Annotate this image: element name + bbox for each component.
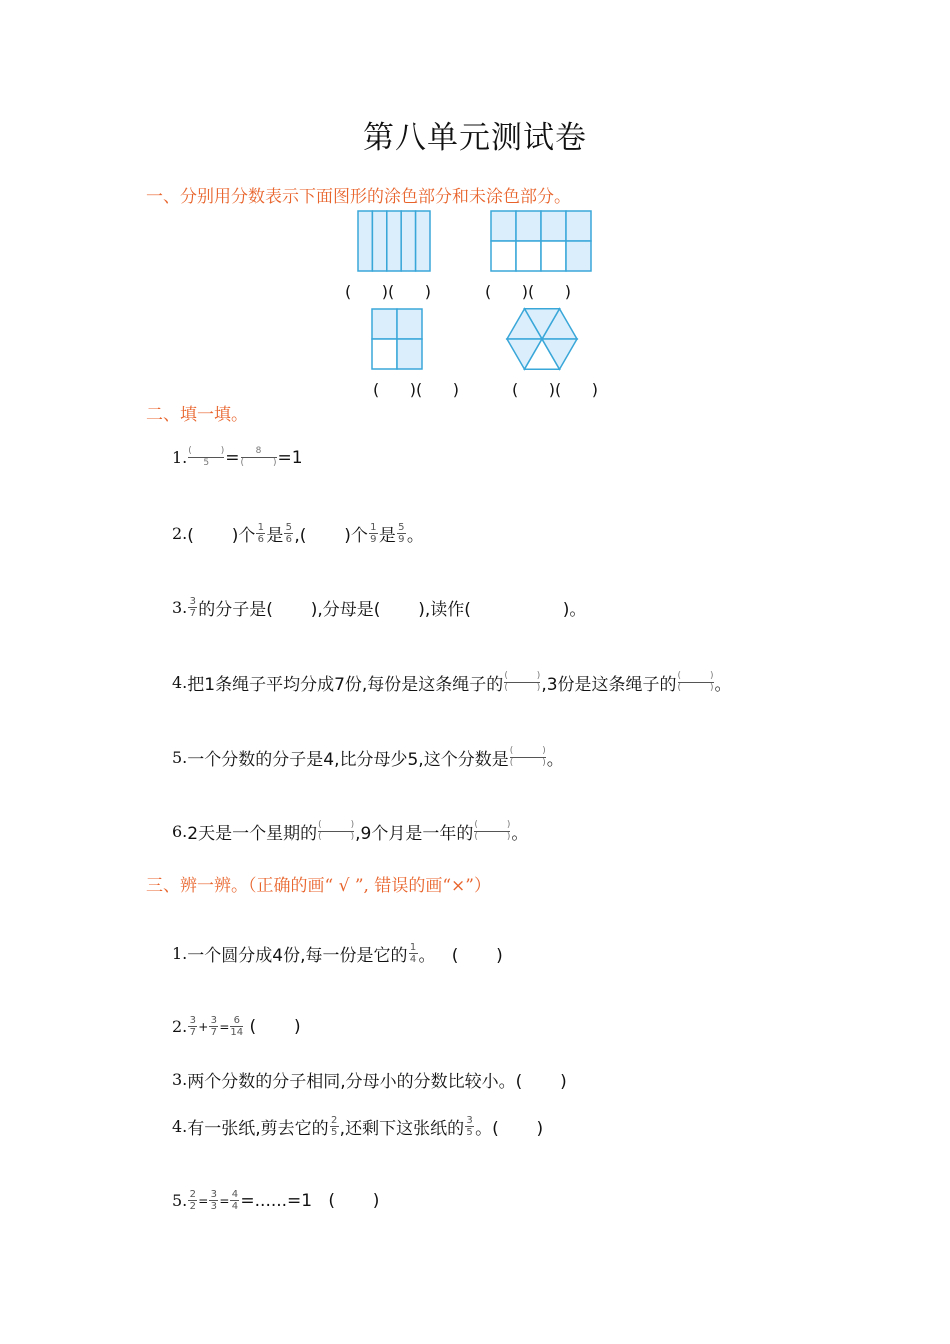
answer-blanks-3[interactable]: ( )( ) <box>373 380 459 399</box>
fraction: $\frac{5}{9}$ <box>398 522 405 545</box>
figure-grid-eight <box>489 209 593 273</box>
fraction: $\frac{3}{7}$ <box>210 1015 218 1038</box>
judge-q3: 3. 两个分数的分子相同,分母小的分数比较小。( ) <box>172 1070 567 1092</box>
section-1-heading: 一、分别用分数表示下面图形的涂色部分和未涂色部分。 <box>146 187 571 207</box>
answer-blanks-4[interactable]: ( )( ) <box>512 380 598 399</box>
fraction-blank[interactable]: 8 ( ) <box>240 446 277 468</box>
figure-square-four <box>370 307 424 371</box>
fill-q3: 3. $\frac{3}{7}$ 的分子是( ),分母是( ),读作( )。 <box>172 596 587 620</box>
fraction-blank[interactable]: ( ) ( ) <box>677 671 714 693</box>
fraction: $\frac{3}{7}$ <box>189 1015 196 1038</box>
page-title: 第八单元测试卷 <box>363 120 587 156</box>
fill-q4: 4. 把1条绳子平均分成7份,每份是这条绳子的 ( ) ( ) ,3份是这条绳子的 ( ) ( ) 。 <box>172 671 732 695</box>
judge-q1: 1. 一个圆分成4份,每一份是它的 $\frac{1}{4}$ 。 ( ) <box>172 942 503 966</box>
fraction: $\frac{3}{7}$ <box>189 596 196 619</box>
fraction-blank[interactable]: ( ) ( ) <box>474 820 511 842</box>
fraction: $\frac{1}{6}$ <box>257 522 265 545</box>
judge-q2: 2. $\frac{3}{7}$ + $\frac{3}{7}$ = $\frac{6}{14}$ ( ) <box>172 1015 301 1038</box>
fill-q2: 2. ( )个 $\frac{1}{6}$ 是 $\frac{5}{6}$ ,( )个 $\frac{1}{9}$ 是 $\frac{5}{9}$ 。 <box>172 522 424 546</box>
fill-q5: 5. 一个分数的分子是4,比分母少5,这个分数是 ( ) ( ) 。 <box>172 746 564 770</box>
fraction-blank[interactable]: ( ) ( ) <box>504 671 541 693</box>
figure-hexagon <box>505 306 579 372</box>
fraction: $\frac{3}{5}$ <box>466 1115 473 1138</box>
fraction: $\frac{2}{5}$ <box>330 1115 338 1138</box>
fraction: $\frac{6}{14}$ <box>230 1015 244 1038</box>
fraction: $\frac{1}{9}$ <box>370 522 377 545</box>
judge-q4: 4. 有一张纸,剪去它的 $\frac{2}{5}$ ,还剩下这张纸的 $\frac{3}{5}$ 。( ) <box>172 1115 544 1139</box>
section-3-heading: 三、辨一辨。（正确的画“ √ ”, 错误的画“×”） <box>146 876 491 896</box>
fraction-blank[interactable]: ( ) ( ) <box>509 746 546 768</box>
fraction-blank[interactable]: ( ) ( ) <box>318 820 355 842</box>
fill-q1: 1. ( ) 5 = 8 ( ) =1 <box>172 446 303 468</box>
answer-blanks-1[interactable]: ( )( ) <box>345 282 431 301</box>
judge-q5: 5. $\frac{2}{2}$ = $\frac{3}{3}$ = $\frac{4}{4}$ =......=1 ( ) <box>172 1189 380 1212</box>
fraction: $\frac{4}{4}$ <box>231 1189 239 1212</box>
answer-blanks-2[interactable]: ( )( ) <box>485 282 571 301</box>
fill-q6: 6. 2天是一个星期的 ( ) ( ) ,9个月是一年的 ( ) ( ) 。 <box>172 820 529 844</box>
fraction: $\frac{3}{3}$ <box>210 1189 218 1212</box>
fraction-blank[interactable]: ( ) 5 <box>188 446 225 468</box>
fraction: $\frac{2}{2}$ <box>189 1189 196 1212</box>
fraction: $\frac{1}{4}$ <box>409 942 417 965</box>
section-2-heading: 二、填一填。 <box>146 405 248 425</box>
fraction: $\frac{5}{6}$ <box>285 522 293 545</box>
figure-vertical-strips <box>356 209 432 273</box>
